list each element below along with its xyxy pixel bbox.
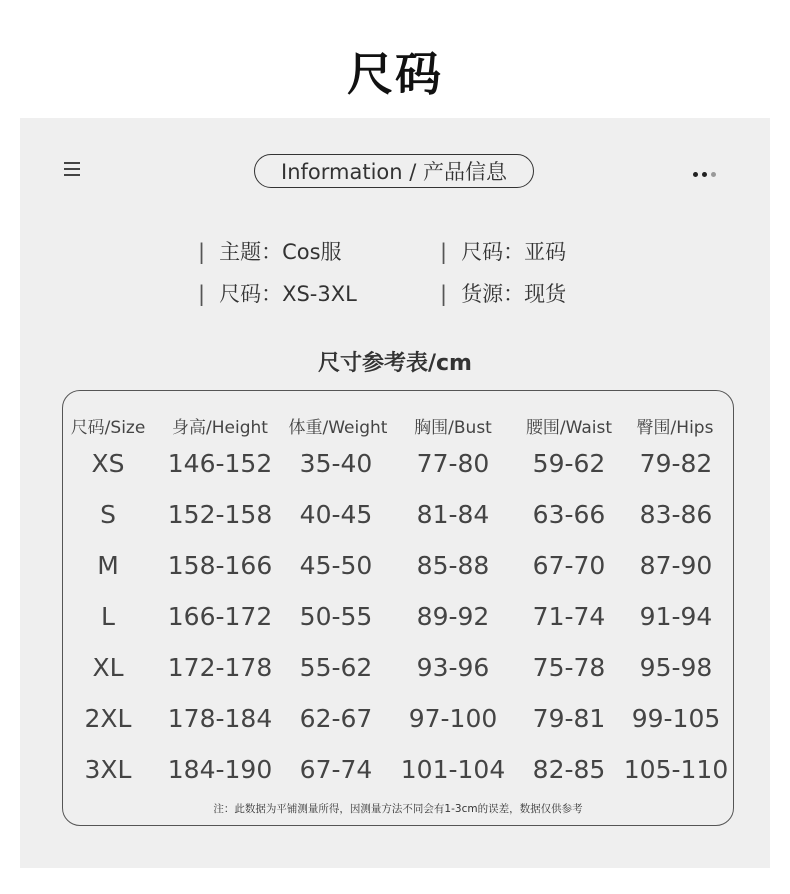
information-pill: Information / 产品信息	[254, 154, 534, 188]
spec-label: 货源：现货	[461, 282, 567, 306]
table-cell: S	[100, 500, 116, 529]
spec-bar: |	[440, 240, 448, 264]
table-row	[63, 602, 733, 632]
table-cell: 77-80	[416, 449, 490, 478]
spec-size-range	[198, 278, 357, 308]
more-dots-icon[interactable]	[693, 172, 716, 177]
table-footnote: 注：此数据为平铺测量所得，因测量方法不同会有1-3cm的误差，数据仅供参考	[213, 803, 583, 815]
table-cell: 35-40	[299, 449, 373, 478]
spec-bar: |	[198, 282, 206, 306]
spec-bar: |	[198, 240, 206, 264]
table-cell: 71-74	[532, 602, 606, 631]
table-cell: 81-84	[416, 500, 490, 529]
table-cell: 79-82	[639, 449, 713, 478]
spec-label: 尺码：亚码	[461, 240, 567, 264]
table-cell: 63-66	[532, 500, 606, 529]
table-cell: XS	[91, 449, 125, 478]
table-cell: 152-158	[167, 500, 273, 529]
table-cell: 3XL	[84, 755, 132, 784]
table-cell: 82-85	[532, 755, 606, 784]
table-cell: 55-62	[299, 653, 373, 682]
spec-theme	[198, 236, 342, 266]
column-header: 身高/Height	[172, 418, 268, 438]
column-header: 腰围/Waist	[525, 418, 613, 438]
table-row	[63, 449, 733, 479]
table-cell: 105-110	[623, 755, 729, 784]
table-row	[63, 704, 733, 734]
spec-label: 主题：Cos服	[219, 240, 342, 264]
table-row	[63, 551, 733, 581]
spec-label: 尺码：XS-3XL	[219, 282, 357, 306]
table-cell: 146-152	[167, 449, 273, 478]
column-header: 尺码/Size	[70, 418, 146, 438]
table-cell: 75-78	[532, 653, 606, 682]
table-row	[63, 500, 733, 530]
table-row	[63, 755, 733, 785]
table-cell: 59-62	[532, 449, 606, 478]
table-cell: XL	[92, 653, 124, 682]
table-cell: 67-74	[299, 755, 373, 784]
spec-size-type	[440, 236, 566, 266]
table-cell: 97-100	[408, 704, 498, 733]
table-cell: 67-70	[532, 551, 606, 580]
table-cell: M	[97, 551, 119, 580]
column-header: 体重/Weight	[288, 418, 388, 438]
table-cell: 95-98	[639, 653, 713, 682]
column-header: 胸围/Bust	[414, 418, 492, 438]
table-cell: 158-166	[167, 551, 273, 580]
table-cell: 45-50	[299, 551, 373, 580]
table-cell: 79-81	[532, 704, 606, 733]
hamburger-menu-icon[interactable]	[64, 162, 80, 176]
table-header-row	[63, 413, 733, 438]
table-cell: 166-172	[167, 602, 273, 631]
spec-bar: |	[440, 282, 448, 306]
table-row	[63, 653, 733, 683]
table-cell: 184-190	[167, 755, 273, 784]
spec-stock	[440, 278, 566, 308]
table-cell: 87-90	[639, 551, 713, 580]
table-cell: 40-45	[299, 500, 373, 529]
table-cell: 91-94	[639, 602, 713, 631]
table-cell: 2XL	[84, 704, 132, 733]
table-cell: 85-88	[416, 551, 490, 580]
table-cell: 99-105	[631, 704, 721, 733]
table-cell: 93-96	[416, 653, 490, 682]
table-cell: 50-55	[299, 602, 373, 631]
table-cell: 62-67	[299, 704, 373, 733]
table-cell: 83-86	[639, 500, 713, 529]
column-header: 臀围/Hips	[636, 418, 714, 438]
page-title: 尺码	[347, 47, 443, 101]
table-cell: 178-184	[167, 704, 273, 733]
table-cell: 101-104	[400, 755, 506, 784]
table-cell: 172-178	[167, 653, 273, 682]
size-info-panel	[20, 118, 770, 868]
table-cell: 89-92	[416, 602, 490, 631]
size-table	[62, 390, 734, 826]
table-cell: L	[101, 602, 115, 631]
section-title: 尺寸参考表/cm	[317, 351, 472, 376]
